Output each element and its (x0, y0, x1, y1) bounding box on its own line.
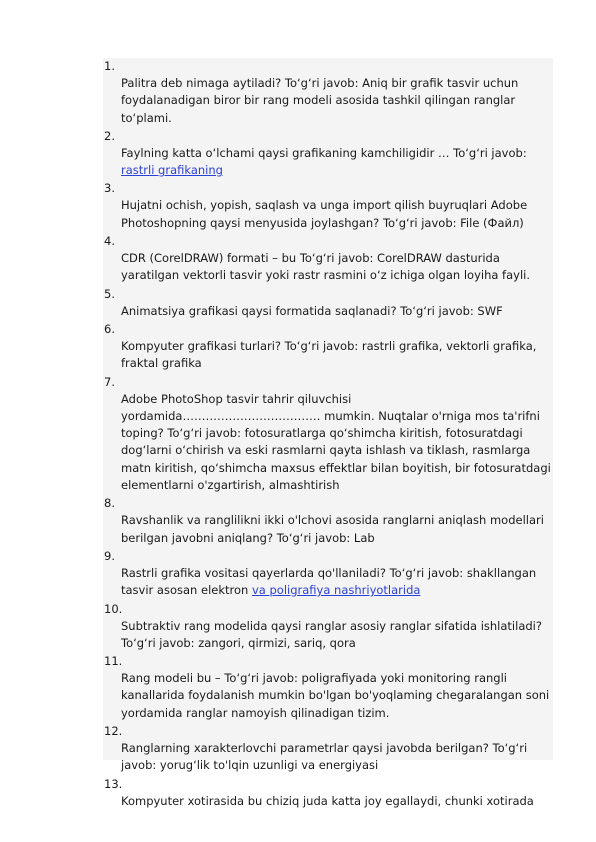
item-number: 6. (104, 321, 115, 336)
list-item (103, 601, 553, 653)
item-text: Rang modeli bu – To‘g‘ri javob: poligrafiyada yoki monitoring rangli kanallarida foydalanish mumkin bo'lgan bo'yoqlaming chegaralangan soni yordamida ranglar namoyish qilinadigan tizim. (121, 671, 550, 720)
item-text: Palitra deb nimaga aytiladi? To‘g‘ri javob: Aniq bir grafik tasvir uchun foydalanadigan biror bir rang modeli asosida tashkil qilingan ranglar to‘plami. (121, 76, 519, 125)
item-text: Subtraktiv rang modelida qaysi ranglar asosiy ranglar sifatida ishlatiladi? To‘g‘ri javob: zangori, qirmizi, sariq, qora (121, 618, 542, 650)
list-item (103, 495, 553, 547)
item-text: Kompyuter xotirasida bu chiziq juda katta joy egallaydi, chunki xotirada (121, 793, 534, 808)
list-item (103, 128, 553, 180)
item-text: Kompyuter grafikasi turlari? To‘g‘ri javob: rastrli grafika, vektorli grafika, fraktal grafika (121, 338, 537, 371)
item-number: 5. (104, 286, 115, 301)
item-number: 13. (104, 776, 123, 791)
item-number: 12. (104, 724, 123, 739)
item-text: Ravshanlik va ranglilikni ikki o'lchovi asosida ranglarni aniqlash modellari berilgan javobni aniqlang? To‘g‘ri javob: Lab (121, 513, 544, 545)
item-number: 9. (104, 548, 115, 563)
list-item (103, 723, 553, 775)
item-text: Animatsiya grafikasi qaysi formatida saqlanadi? To‘g‘ri javob: SWF (121, 303, 503, 318)
item-text-body: Rastrli grafika vositasi qayerlarda qo'llaniladi? To‘g‘ri javob: shakllangan tasvir asosan elektron (121, 565, 537, 598)
list-item (103, 374, 553, 495)
list-item (103, 58, 553, 127)
list-item (103, 776, 553, 810)
list-item (103, 321, 553, 373)
list-item (103, 548, 553, 600)
item-number: 3. (104, 181, 115, 196)
list-item (103, 233, 553, 285)
answer-link[interactable]: rastrli grafikaning (121, 163, 223, 178)
answer-link[interactable]: va poligrafiya nashriyotlarida (251, 583, 421, 598)
item-number: 10. (104, 601, 123, 616)
list-item (103, 180, 553, 232)
question-list (103, 58, 553, 808)
item-number: 8. (104, 496, 115, 511)
item-text: Hujatni ochish, yopish, saqlash va unga import qilish buyruqlari Adobe Photoshopning qaysi menyusida joylashgan? To‘g‘ri javob: File (Файл) (121, 198, 528, 230)
item-text: Ranglarning xarakterlovchi parametrlar qaysi javobda berilgan? To‘g‘ri javob: yorug‘lik to'lqin uzunligi va energiyasi (121, 741, 528, 773)
item-text: Adobe PhotoShop tasvir tahrir qiluvchisi yordamida……………………………… mumkin. Nuqtalar o'rniga mos ta'rifni toping? To‘g‘ri javob: fotosuratlarga qo‘shimcha kiritish, fotosuratdagi dog‘larni o‘chirish va eski rasmlarni qayta ishlash va tiklash, rasmlarga matn kiritish, qo‘shimcha maxsus effektlar bilan boyitish, bir fotosuratdagi elementlarni o'zgartirish, almashtirish (121, 391, 551, 493)
item-text: CDR (CorelDRAW) formati – bu To‘g‘ri javob: CorelDRAW dasturida yaratilgan vektorli tasvir yoki rastr rasmini o‘z ichiga olgan loyiha fayli. (121, 251, 531, 283)
item-number: 7. (104, 374, 115, 389)
item-number: 2. (104, 128, 115, 143)
item-text (121, 565, 553, 600)
list-item (103, 653, 553, 722)
item-text-body: Faylning katta o‘lchami qaysi grafikaning kamchiligidir … To‘g‘ri javob: (121, 145, 527, 160)
item-number: 4. (104, 234, 115, 249)
item-number: 1. (104, 59, 115, 73)
item-number: 11. (104, 654, 123, 669)
item-text (121, 145, 553, 180)
list-item (103, 286, 553, 320)
